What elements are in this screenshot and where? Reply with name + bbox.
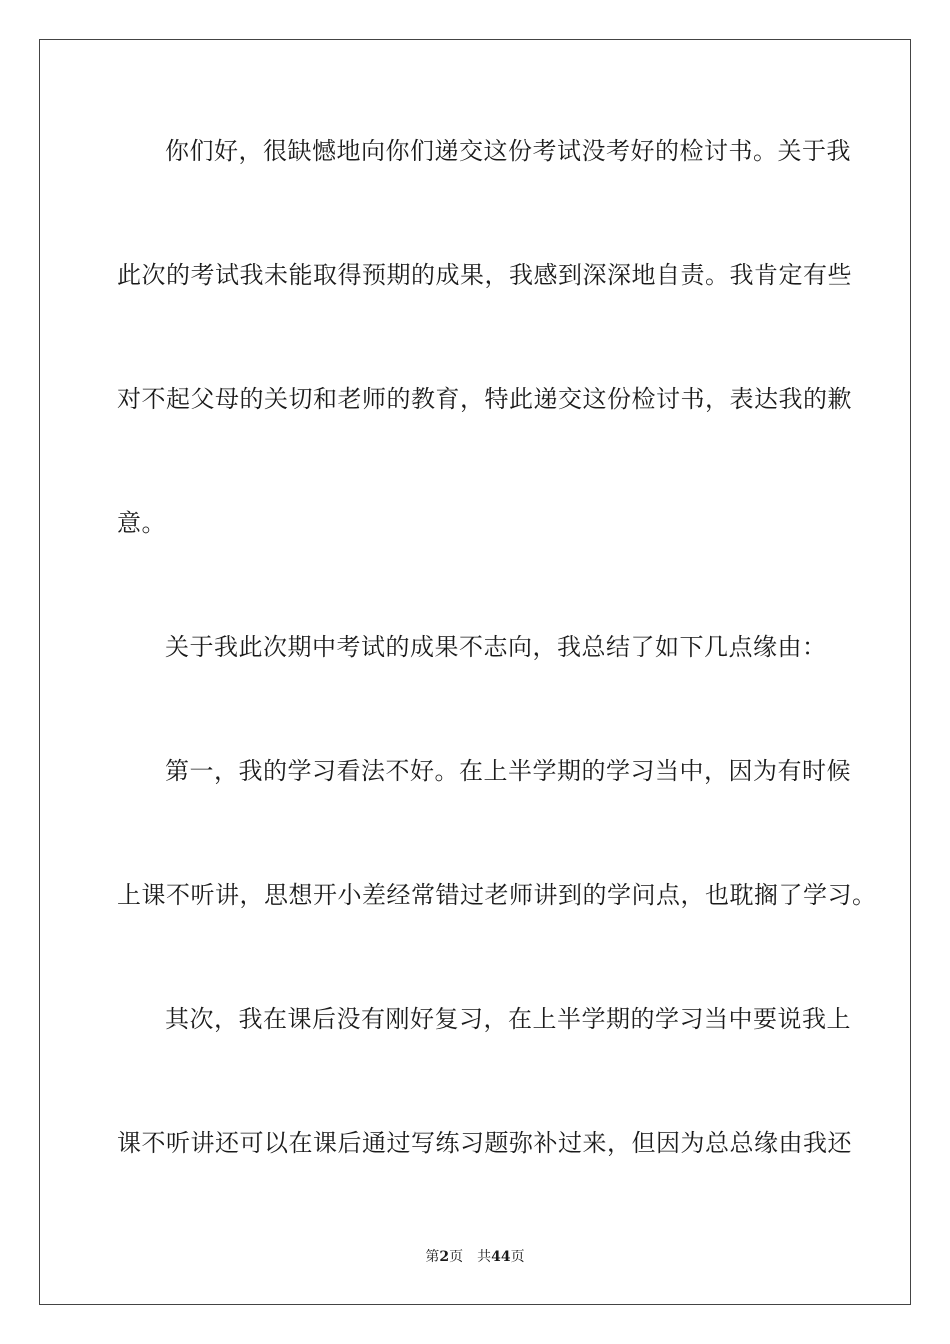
paragraph-line-7: 上课不听讲，思想开小差经常错过老师讲到的学问点，也耽搁了学习。 xyxy=(117,881,877,909)
footer-page-number: 2 xyxy=(439,1249,450,1265)
paragraph-line-3: 对不起父母的关切和老师的教育，特此递交这份检讨书，表达我的歉 xyxy=(117,385,852,413)
paragraph-line-8: 其次，我在课后没有刚好复习，在上半学期的学习当中要说我上 xyxy=(165,1005,851,1033)
footer-total-prefix: 共 xyxy=(477,1249,492,1265)
footer-total-suffix: 页 xyxy=(510,1249,525,1265)
page-frame xyxy=(39,39,911,1305)
paragraph-line-6: 第一，我的学习看法不好。在上半学期的学习当中，因为有时候 xyxy=(165,757,851,785)
paragraph-line-2: 此次的考试我未能取得预期的成果，我感到深深地自责。我肯定有些 xyxy=(117,261,852,289)
page-footer xyxy=(0,1248,950,1266)
paragraph-line-1: 你们好，很缺憾地向你们递交这份考试没考好的检讨书。关于我 xyxy=(165,137,851,165)
footer-total-pages: 44 xyxy=(491,1249,511,1265)
footer-page-suffix: 页 xyxy=(449,1249,464,1265)
paragraph-line-9: 课不听讲还可以在课后通过写练习题弥补过来，但因为总总缘由我还 xyxy=(117,1129,852,1157)
paragraph-line-4: 意。 xyxy=(117,509,166,537)
footer-page-prefix: 第 xyxy=(425,1249,440,1265)
paragraph-line-5: 关于我此次期中考试的成果不志向，我总结了如下几点缘由： xyxy=(165,633,827,661)
